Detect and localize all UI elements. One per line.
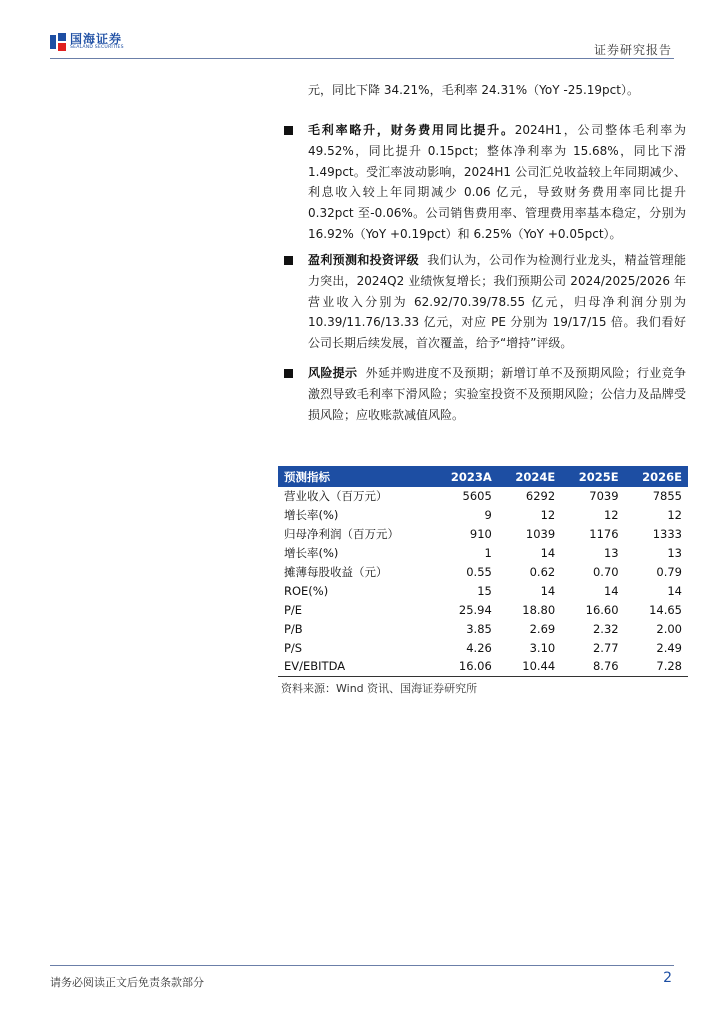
table-row	[278, 487, 688, 506]
table-cell: 18.80	[522, 602, 556, 617]
table-cell: 3.10	[529, 640, 556, 655]
table-row	[278, 638, 688, 657]
column-header: 2026E	[625, 466, 688, 487]
section-text: 2024H1，公司整体毛利率为 49.52%，同比提升 0.15pct；整体净利率为 15.68%，同比下滑 1.49pct。受汇率波动影响，2024H1 公司汇兑收益较上年同期减少、利息收入较上年同期减少 0.06 亿元，导致财务费用率同比提升 0.32pct 至-0.06%。公司销售费用率、管理费用率基本稳定，分别为 16.92%（YoY +0.19pct）和 6.25%（YoY +0.05pct）。	[308, 123, 686, 241]
square-bullet-icon	[284, 369, 293, 378]
table-cell: 16.06	[433, 657, 498, 676]
section-text: 外延并购进度不及预期；新增订单不及预期风险；行业竞争激烈导致毛利率下滑风险；实验室投资不及预期风险；公信力及品牌受损风险；应收账款减值风险。	[308, 366, 686, 422]
table-cell: 5605	[462, 489, 492, 504]
table-cell: 2.32	[592, 621, 619, 636]
row-label: 营业收入（百万元）	[284, 489, 388, 504]
table-cell: 0.62	[529, 565, 556, 579]
table-cell: 0.70	[592, 565, 619, 579]
company-logo	[50, 31, 124, 53]
table-cell: 6292	[525, 489, 556, 504]
table-row	[278, 544, 688, 563]
row-label: P/B	[284, 621, 303, 636]
table-cell: 8.76	[561, 657, 624, 676]
table-cell: 12	[667, 508, 682, 523]
table-source-note: 资料来源：Wind 资讯、国海证券研究所	[281, 682, 478, 695]
table-cell: 14	[540, 546, 556, 561]
table-row	[278, 506, 688, 525]
column-header: 2025E	[561, 466, 624, 487]
table-cell: 9	[484, 508, 492, 523]
table-cell: 910	[469, 527, 492, 542]
row-label: 摊薄每股收益（元）	[284, 565, 388, 579]
margin-paragraph	[308, 120, 686, 245]
section-lead: 盈利预测和投资评级	[308, 253, 419, 267]
table-cell: 2.69	[529, 621, 556, 636]
table-cell: 7.28	[625, 657, 688, 676]
table-row	[278, 525, 688, 544]
table-cell: 4.26	[466, 640, 492, 655]
column-header: 2023A	[433, 466, 498, 487]
report-type-label: 证券研究报告	[593, 43, 672, 57]
table-cell: 14	[603, 583, 619, 598]
table-cell: 14	[667, 583, 682, 598]
section-lead: 风险提示	[308, 366, 358, 380]
logo-mark-icon	[50, 33, 66, 51]
table-cell: 0.79	[656, 565, 682, 579]
square-bullet-icon	[284, 256, 293, 265]
table-cell: 1333	[652, 527, 682, 542]
section-text: 我们认为，公司作为检测行业龙头，精益管理能力突出，2024Q2 业绩恢复增长；我们预期公司 2024/2025/2026 年营业收入分别为 62.92/70.39/78.55 亿元，归母净利润分别为 10.39/11.76/13.33 亿元，对应 PE 分别为 19/17/15 倍。我们看好公司长期后续发展，首次覆盖，给予“增持”评级。	[308, 253, 686, 351]
row-label: P/S	[284, 640, 303, 655]
table-cell: 2.77	[592, 640, 619, 655]
table-cell: 12	[603, 508, 619, 523]
table-header-row	[278, 466, 688, 487]
risk-paragraph	[308, 363, 686, 425]
disclaimer-note: 请务必阅读正文后免责条款部分	[50, 976, 204, 989]
table-cell: 10.44	[498, 657, 561, 676]
table-cell: 7855	[652, 489, 682, 504]
continuation-paragraph: 元，同比下降 34.21%，毛利率 24.31%（YoY -25.19pct）。	[308, 83, 639, 97]
table-cell: 15	[477, 583, 492, 598]
forecast-table	[278, 466, 688, 677]
table-cell: 0.55	[466, 565, 492, 579]
table-cell: 25.94	[458, 602, 492, 617]
table-cell: 14.65	[649, 602, 682, 617]
column-header: 2024E	[498, 466, 561, 487]
table-cell: 1039	[525, 527, 556, 542]
square-bullet-icon	[284, 126, 293, 135]
row-label: 增长率(%)	[284, 508, 339, 523]
row-label: 归母净利润（百万元）	[284, 527, 399, 542]
table-cell: 12	[540, 508, 556, 523]
page-header	[0, 0, 724, 64]
table-cell: 14	[540, 583, 556, 598]
logo-en-text: SEALAND SECURITIES	[70, 45, 124, 51]
table-cell: 2.00	[656, 621, 682, 636]
table-row	[278, 600, 688, 619]
table-row	[278, 657, 688, 676]
row-label: ROE(%)	[284, 583, 329, 598]
table-cell: 16.60	[585, 602, 619, 617]
footer-divider	[50, 965, 674, 966]
page-number: 2	[663, 970, 672, 986]
table-row	[278, 619, 688, 638]
row-label: EV/EBITDA	[278, 657, 433, 676]
section-lead: 毛利率略升，财务费用同比提升。	[308, 123, 515, 137]
table-row	[278, 563, 688, 582]
table-cell: 2.49	[656, 640, 682, 655]
table-cell: 1176	[589, 527, 619, 542]
table-cell: 13	[603, 546, 619, 561]
table-cell: 7039	[589, 489, 619, 504]
logo-cn-text: 国海证券	[70, 32, 123, 47]
table-cell: 13	[667, 546, 682, 561]
table-cell: 3.85	[466, 621, 492, 636]
column-header: 预测指标	[278, 466, 433, 487]
forecast-rating-paragraph	[308, 250, 686, 354]
row-label: 增长率(%)	[284, 546, 339, 561]
table-row	[278, 581, 688, 600]
header-divider	[50, 58, 674, 59]
row-label: P/E	[284, 602, 303, 617]
table-cell: 1	[484, 546, 492, 561]
